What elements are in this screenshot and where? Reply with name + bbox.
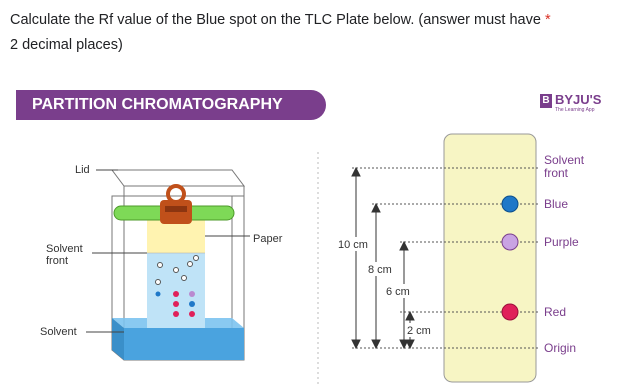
red-label: Red <box>544 305 567 319</box>
figure-banner: PARTITION CHROMATOGRAPHY <box>16 90 326 120</box>
logo-name: BYJU'S <box>555 92 602 107</box>
chromatography-figure <box>0 88 628 388</box>
measurement-arrows <box>352 168 414 348</box>
logo-tagline: The Learning App <box>555 107 595 113</box>
purple-label: Purple <box>544 235 579 249</box>
chromatography-diagram <box>0 88 628 388</box>
distance-label-10cm: 10 cm <box>338 239 368 251</box>
lid-label: Lid <box>75 164 90 176</box>
blue-label: Blue <box>544 197 569 211</box>
distance-label-8cm: 8 cm <box>368 264 392 276</box>
question-line2: 2 decimal places) <box>10 37 123 53</box>
left-solvent-front-label-2: front <box>46 255 69 267</box>
distance-label-6cm: 6 cm <box>386 286 410 298</box>
question-text <box>10 8 618 58</box>
red-spot <box>502 304 518 320</box>
blue-spot <box>502 196 518 212</box>
solvent-label: Solvent <box>40 326 77 338</box>
distance-label-2cm: 2 cm <box>407 325 431 337</box>
left-solvent-front-label-1: Solvent <box>46 243 83 255</box>
right-solvent-front-label-1: Solvent <box>544 153 585 167</box>
required-mark: * <box>544 12 551 28</box>
jar-lid <box>112 170 244 196</box>
right-solvent-front-label-2: front <box>544 166 569 180</box>
question-line1: Calculate the Rf value of the Blue spot on the TLC Plate below. (answer must have <box>10 12 541 28</box>
solvent-label-group <box>40 326 124 338</box>
lid-label-group <box>75 164 118 176</box>
solvent-front-label-group <box>46 243 147 267</box>
tlc-plate <box>444 134 536 382</box>
origin-label: Origin <box>544 341 577 355</box>
logo-mark: B <box>540 94 552 108</box>
purple-spot <box>502 234 518 250</box>
paper-label: Paper <box>253 233 283 245</box>
